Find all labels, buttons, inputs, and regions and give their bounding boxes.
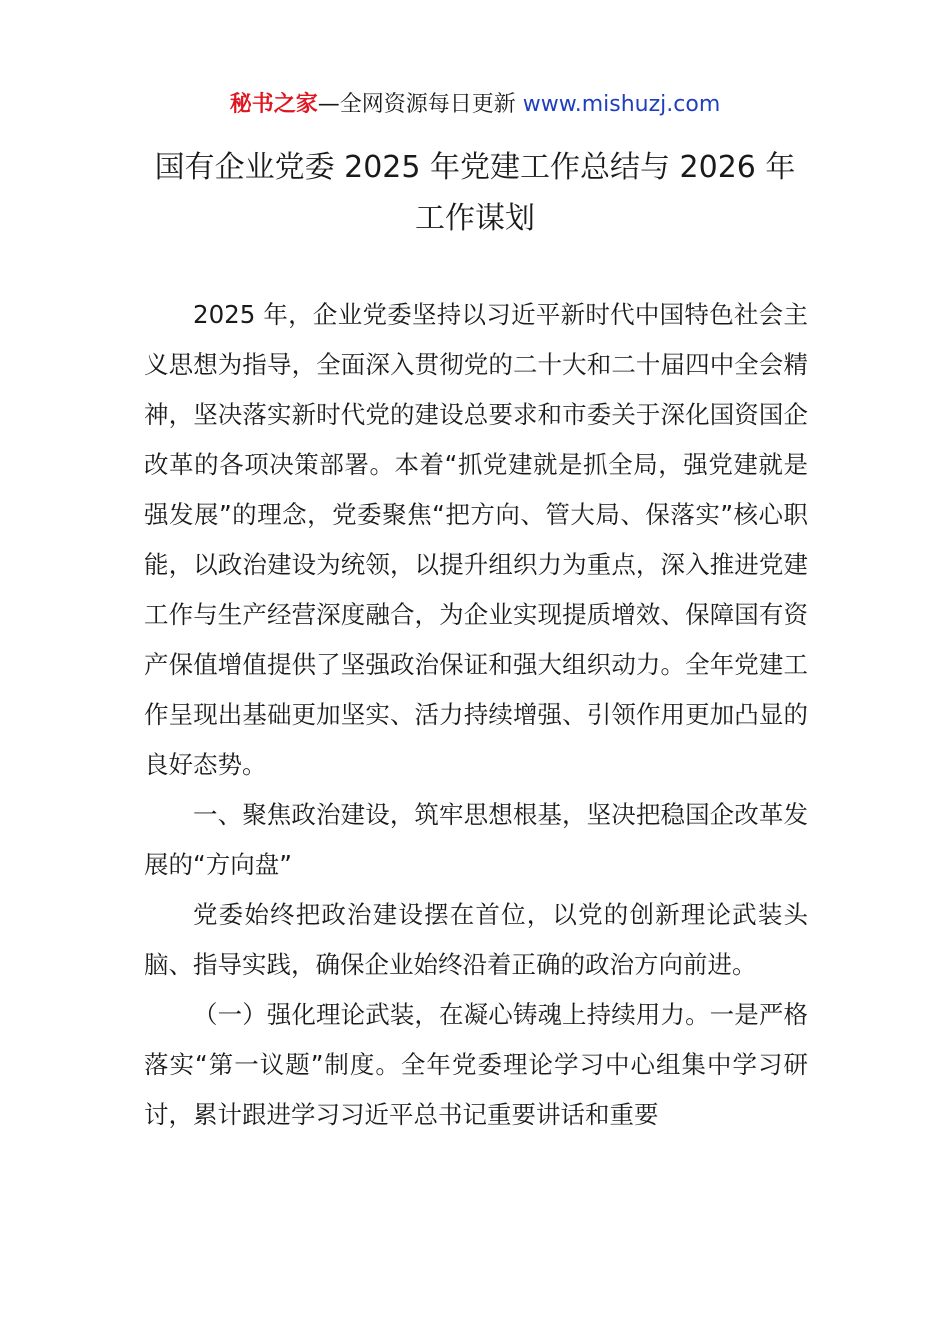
title-line-2: 工作谋划 [415, 201, 535, 236]
subsection-paragraph: （一）强化理论武装，在凝心铸魂上持续用力。一是严格落实“第一议题”制度。全年党委理论学习中心组集中学习研讨，累计跟进学习习近平总书记重要讲话和重要 [144, 1000, 808, 1129]
section-paragraph: 党委始终把政治建设摆在首位，以党的创新理论武装头脑、指导实践，确保企业始终沿着正确的政治方向前进。 [144, 900, 808, 979]
intro-paragraph: 2025 年，企业党委坚持以习近平新时代中国特色社会主义思想为指导，全面深入贯彻党的二十大和二十届四中全会精神，坚决落实新时代党的建设总要求和市委关于深化国资国企改革的各项决策部署。本着“抓党建就是抓全局，强党建就是强发展”的理念，党委聚焦“把方向、管大局、保落实”核心职能，以政治建设为统领，以提升组织力为重点，深入推进党建工作与生产经营深度融合，为企业实现提质增效、保障国有资产保值增值提供了坚强政治保证和强大组织动力。全年党建工作呈现出基础更加坚实、活力持续增强、引领作用更加凸显的良好态势。 [144, 300, 808, 779]
document-body [144, 290, 808, 1140]
site-url-link[interactable]: www.mishuzj.com [522, 92, 721, 117]
site-name: 秘书之家 [229, 92, 318, 117]
section-heading-1: 一、聚焦政治建设，筑牢思想根基，坚决把稳国企改革发展的“方向盘” [144, 800, 808, 879]
document-title [120, 142, 830, 244]
site-banner [0, 88, 950, 122]
site-tagline: —全网资源每日更新 [317, 92, 523, 117]
title-line-1: 国有企业党委 2025 年党建工作总结与 2026 年 [154, 150, 796, 185]
